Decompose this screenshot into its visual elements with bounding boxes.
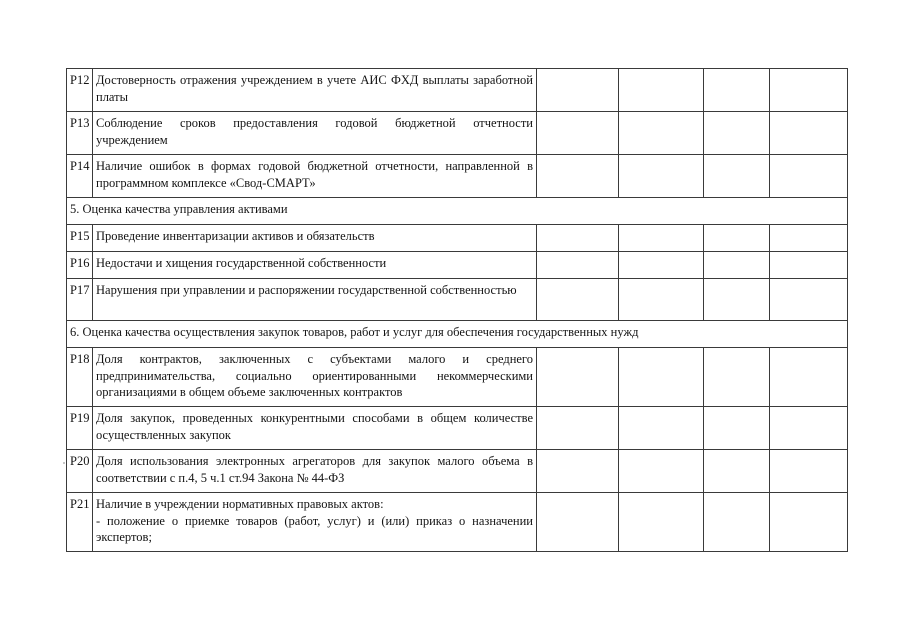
table-row [67, 225, 848, 252]
table-row [67, 493, 848, 552]
score-cell [619, 225, 704, 252]
score-cell [537, 450, 619, 493]
criterion-code: Р21 [67, 493, 93, 552]
criterion-description: Доля закупок, проведенных конкурентными способами в общем количестве осуществленных закупок [93, 407, 537, 450]
criterion-description: Достоверность отражения учреждением в учете АИС ФХД выплаты заработной платы [93, 69, 537, 112]
section-title: 5. Оценка качества управления активами [67, 198, 848, 225]
criterion-description: Доля использования электронных агрегаторов для закупок малого объема в соответствии с п.4, 5 ч.1 ст.94 Закона № 44-ФЗ [93, 450, 537, 493]
table-row [67, 69, 848, 112]
section-header-row [67, 321, 848, 348]
score-cell [770, 450, 848, 493]
score-cell [704, 252, 770, 279]
score-cell [704, 493, 770, 552]
scan-speck [63, 462, 65, 464]
score-cell [537, 252, 619, 279]
score-cell [619, 252, 704, 279]
table-row [67, 407, 848, 450]
table-row [67, 112, 848, 155]
score-cell [704, 225, 770, 252]
score-cell [770, 155, 848, 198]
section-title: 6. Оценка качества осуществления закупок товаров, работ и услуг для обеспечения государственных нужд [67, 321, 848, 348]
score-cell [770, 493, 848, 552]
criterion-description-text: Наличие в учреждении нормативных правовых актов: - положение о приемке товаров (работ, услуг) и (или) приказ о назначении экспертов; [96, 497, 533, 544]
criterion-code: Р15 [67, 225, 93, 252]
score-cell [537, 279, 619, 321]
criterion-description: Недостачи и хищения государственной собственности [93, 252, 537, 279]
table-row [67, 252, 848, 279]
table-row [67, 348, 848, 407]
score-cell [619, 450, 704, 493]
score-cell [619, 348, 704, 407]
score-cell [537, 348, 619, 407]
criterion-code: Р20 [67, 450, 93, 493]
score-cell [770, 407, 848, 450]
table-row [67, 279, 848, 321]
score-cell [537, 69, 619, 112]
score-cell [704, 279, 770, 321]
score-cell [619, 407, 704, 450]
score-cell [704, 112, 770, 155]
criterion-description: Проведение инвентаризации активов и обязательств [93, 225, 537, 252]
score-cell [619, 279, 704, 321]
score-cell [770, 348, 848, 407]
criterion-code: Р18 [67, 348, 93, 407]
criterion-description: Наличие ошибок в формах годовой бюджетной отчетности, направленной в программном комплексе «Свод-СМАРТ» [93, 155, 537, 198]
criterion-code: Р12 [67, 69, 93, 112]
score-cell [770, 225, 848, 252]
score-cell [619, 155, 704, 198]
criterion-description: Соблюдение сроков предоставления годовой бюджетной отчетности учреждением [93, 112, 537, 155]
score-cell [704, 348, 770, 407]
score-cell [770, 69, 848, 112]
table-row [67, 450, 848, 493]
score-cell [704, 69, 770, 112]
table-row [67, 155, 848, 198]
criterion-description: Нарушения при управлении и распоряжении государственной собственностью [93, 279, 537, 321]
score-cell [770, 112, 848, 155]
criterion-code: Р13 [67, 112, 93, 155]
score-cell [704, 450, 770, 493]
score-cell [704, 407, 770, 450]
criterion-description: Доля контрактов, заключенных с субъектами малого и среднего предпринимательства, социально ориентированными некоммерческими организациями в общем объеме заключенных контрактов [93, 348, 537, 407]
criterion-description [93, 493, 537, 552]
score-cell [537, 493, 619, 552]
score-cell [619, 69, 704, 112]
criterion-code: Р16 [67, 252, 93, 279]
score-cell [704, 155, 770, 198]
score-cell [770, 252, 848, 279]
score-cell [537, 155, 619, 198]
score-cell [619, 112, 704, 155]
score-cell [537, 112, 619, 155]
evaluation-criteria-table [66, 68, 848, 552]
criterion-code: Р17 [67, 279, 93, 321]
criterion-code: Р14 [67, 155, 93, 198]
score-cell [770, 279, 848, 321]
criterion-code: Р19 [67, 407, 93, 450]
section-header-row [67, 198, 848, 225]
score-cell [537, 225, 619, 252]
score-cell [619, 493, 704, 552]
score-cell [537, 407, 619, 450]
